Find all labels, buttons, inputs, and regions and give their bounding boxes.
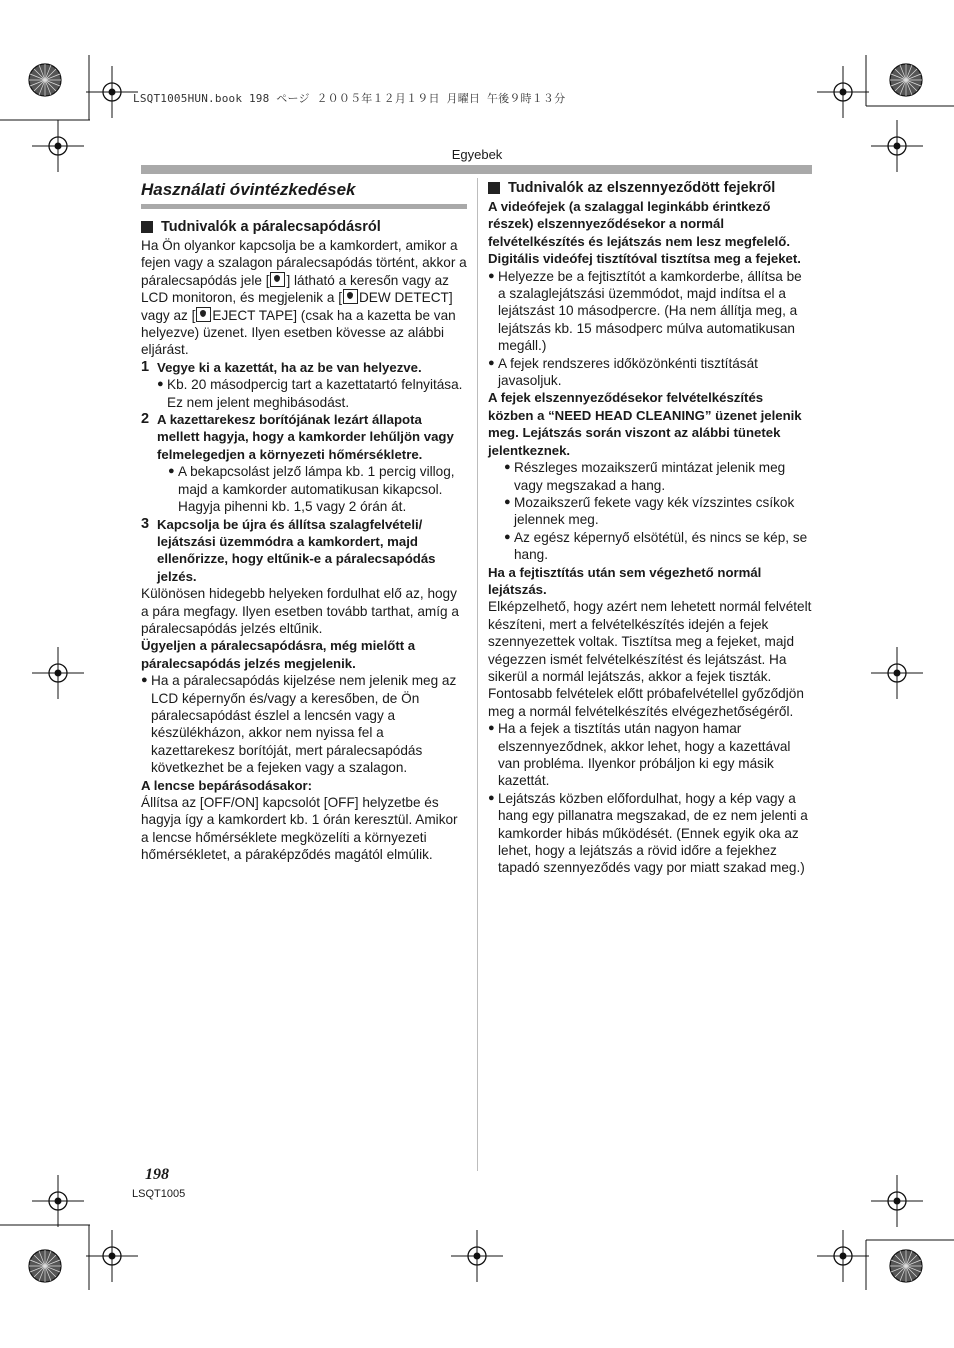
step-2: 2 A kazettarekesz borítójának lezárt állapota mellett hagyja, hogy a kamkorder lehűljön vagy felmelegedjen a környezeti hőmérsékletre. bbox=[141, 411, 454, 462]
dew-icon bbox=[343, 289, 358, 304]
bullet-icon: ● bbox=[488, 722, 495, 735]
warning-bold: Ügyeljen a páralecsapódásra, még mielőtt a páralecsapódás jelzés megjelenik. bbox=[141, 638, 416, 671]
cold-paragraph: Különösen hidegebb helyeken fordulhat elő az, hogy a pára megfagy. Ilyen esetben tovább tarthat, amíg a páralecsapódás jelzés eltűnik. bbox=[141, 586, 459, 636]
heads-bullet: ● Ha a fejek a tisztítás után nagyon hamar elszennyeződnek, akkor lehet, hogy a kazettával van probléma. Ilyenkor próbáljon ki egy másik kazettát. bbox=[488, 721, 791, 789]
right-column bbox=[488, 178, 812, 877]
dirty-heads-heading: Tudnivalók az elszennyeződött fejekről bbox=[488, 180, 812, 197]
page-number: 198 bbox=[145, 1166, 169, 1183]
heads-bullet: ● A fejek rendszeres időközönkénti tisztítását javasoljuk. bbox=[488, 355, 758, 389]
bullet-icon: ● bbox=[488, 269, 495, 282]
step-2-note: ● A bekapcsolást jelző lámpa kb. 1 percig villog, majd a kamkorder automatikusan kikapcsol. Hagyja pihenni kb. 1,5 vagy 2 órán át. bbox=[168, 464, 455, 515]
heads-bold-3: Ha a fejtisztítás után sem végezhető normál lejátszás. bbox=[488, 564, 762, 597]
symptom-bullet: ● Mozaikszerű fekete vagy kék vízszintes csíkok jelennek meg. bbox=[504, 494, 795, 528]
heads-bold-1: A videófejek (a szalaggal leginkább érintkező részek) elszennyeződésekor a normál felvételkészítés és lejátszás nem lesz megfelelő. Digitális videófej tisztítóval tisztítsa meg a fejeket. bbox=[488, 199, 801, 267]
heads-bold-2: A fejek elszennyeződésekor felvételkészítés közben a “NEED HEAD CLEANING” üzenet jelenik meg. Lejátszás során viszont az alábbi tünetek jelentkeznek. bbox=[488, 390, 802, 458]
symptom-bullet: ● Részleges mozaikszerű mintázat jelenik meg vagy megszakad a hang. bbox=[504, 460, 786, 493]
lens-paragraph: Állítsa az [OFF/ON] kapcsolót [OFF] helyzetbe és hagyja így a kamkordert kb. 1 órán keresztül. Amikor a lencse hőmérséklete megközelíti a környezeti hőmérsékletet, a páraképződés magától elmúlik. bbox=[141, 795, 458, 863]
bullet-icon: ● bbox=[504, 530, 511, 543]
print-header: LSQT1005HUN.book 198 ページ ２００５年１２月１９日 月曜日 午後９時１３分 bbox=[133, 92, 566, 105]
heads-paragraph: Elképzelhető, hogy azért nem lehetett normál felvételt készíteni, mert a felvételkészítés idején a fejek szennyezettek voltak. Tisztítsa meg a fejeket, majd végezzen ismét felvételkészítést és lejátszást. Ha sikerül a normál lejátszás, akkor a fejek tiszták. Fontosabb felvételek előtt próbafelvétellel győződjön meg a normál felvételkészítés elvégezhetőségéről. bbox=[488, 599, 812, 719]
column-divider bbox=[477, 178, 478, 1171]
symptom-bullet: ● Az egész képernyő elsötétül, és nincs se kép, se hang. bbox=[504, 529, 808, 563]
warning-note: ● Ha a páralecsapódás kijelzése nem jelenik meg az LCD képernyőn és/vagy a keresőben, de Ön páralecsapódást észlel a lencsén vagy a készülékházon, akkor nem nyissa fel a kazettarekesz borítóját, mert páralecsapódás következhet be a fejeken vagy a szalagon. bbox=[141, 673, 457, 776]
square-bullet-icon bbox=[488, 182, 500, 194]
step-3: 3 Kapcsolja be újra és állítsa szalagfelvételi/ lejátszási üzemmódra a kamkordert, majd ellenőrizze, hogy eltűnik-e a páralecsapódás jelzés. bbox=[141, 515, 436, 584]
condensation-intro: Ha Ön olyankor kapcsolja be a kamkordert, amikor a fejen vagy a szalagon páralecsapódás történt, akkor a páralecsapódás jele [ ] látható a keresőn vagy az LCD monitoron, és megjelenik a [ DEW DETECT] vagy az [ EJECT TAPE] (csak ha a kazetta be van helyezve) üzenet. Ilyen esetben kövesse az alábbi eljárást. bbox=[141, 238, 467, 358]
page-title: Használati óvintézkedések bbox=[141, 180, 356, 199]
left-column bbox=[141, 178, 467, 864]
bullet-icon: ● bbox=[157, 378, 164, 391]
bullet-icon: ● bbox=[488, 791, 495, 804]
bullet-icon: ● bbox=[504, 495, 511, 508]
bullet-icon: ● bbox=[168, 465, 175, 478]
title-rule bbox=[141, 204, 467, 209]
section-label: Egyebek bbox=[451, 147, 503, 162]
bullet-icon: ● bbox=[488, 356, 495, 369]
heads-bullet: ● Helyezze be a fejtisztítót a kamkorderbe, állítsa be a szalaglejátszási üzemmódot, majd indítsa el a lejátszást 10 másodpercre. (Ha nem állítja meg, a lejátszás kb. 15 másodperc múlva automatikusan megáll.) bbox=[488, 268, 802, 354]
lens-heading: A lencse bepárásodásakor: bbox=[141, 777, 313, 793]
top-bar bbox=[141, 165, 812, 174]
bullet-icon: ● bbox=[141, 674, 148, 687]
step-1-note: ● Kb. 20 másodpercig tart a kazettatartó felnyitása. Ez nem jelent meghibásodást. bbox=[157, 377, 463, 410]
model-code: LSQT1005 bbox=[132, 1188, 186, 1200]
square-bullet-icon bbox=[141, 221, 153, 233]
dew-icon bbox=[270, 272, 285, 287]
step-1: 1 Vegye ki a kazettát, ha az be van helyezve. bbox=[141, 358, 422, 375]
heads-bullet: ● Lejátszás közben előfordulhat, hogy a kép vagy a hang egy pillanatra megszakad, de ez nem jelenti a kamkorder hibás működését. (Ennek egyik oka az lehet, hogy a lejátszás a rövid időre a fejekhez tapadó szennyeződés vagy por miatt szakad meg.) bbox=[488, 790, 808, 876]
condensation-heading: Tudnivalók a páralecsapódásról bbox=[141, 219, 467, 236]
dew-icon bbox=[196, 307, 211, 322]
bullet-icon: ● bbox=[504, 461, 511, 474]
